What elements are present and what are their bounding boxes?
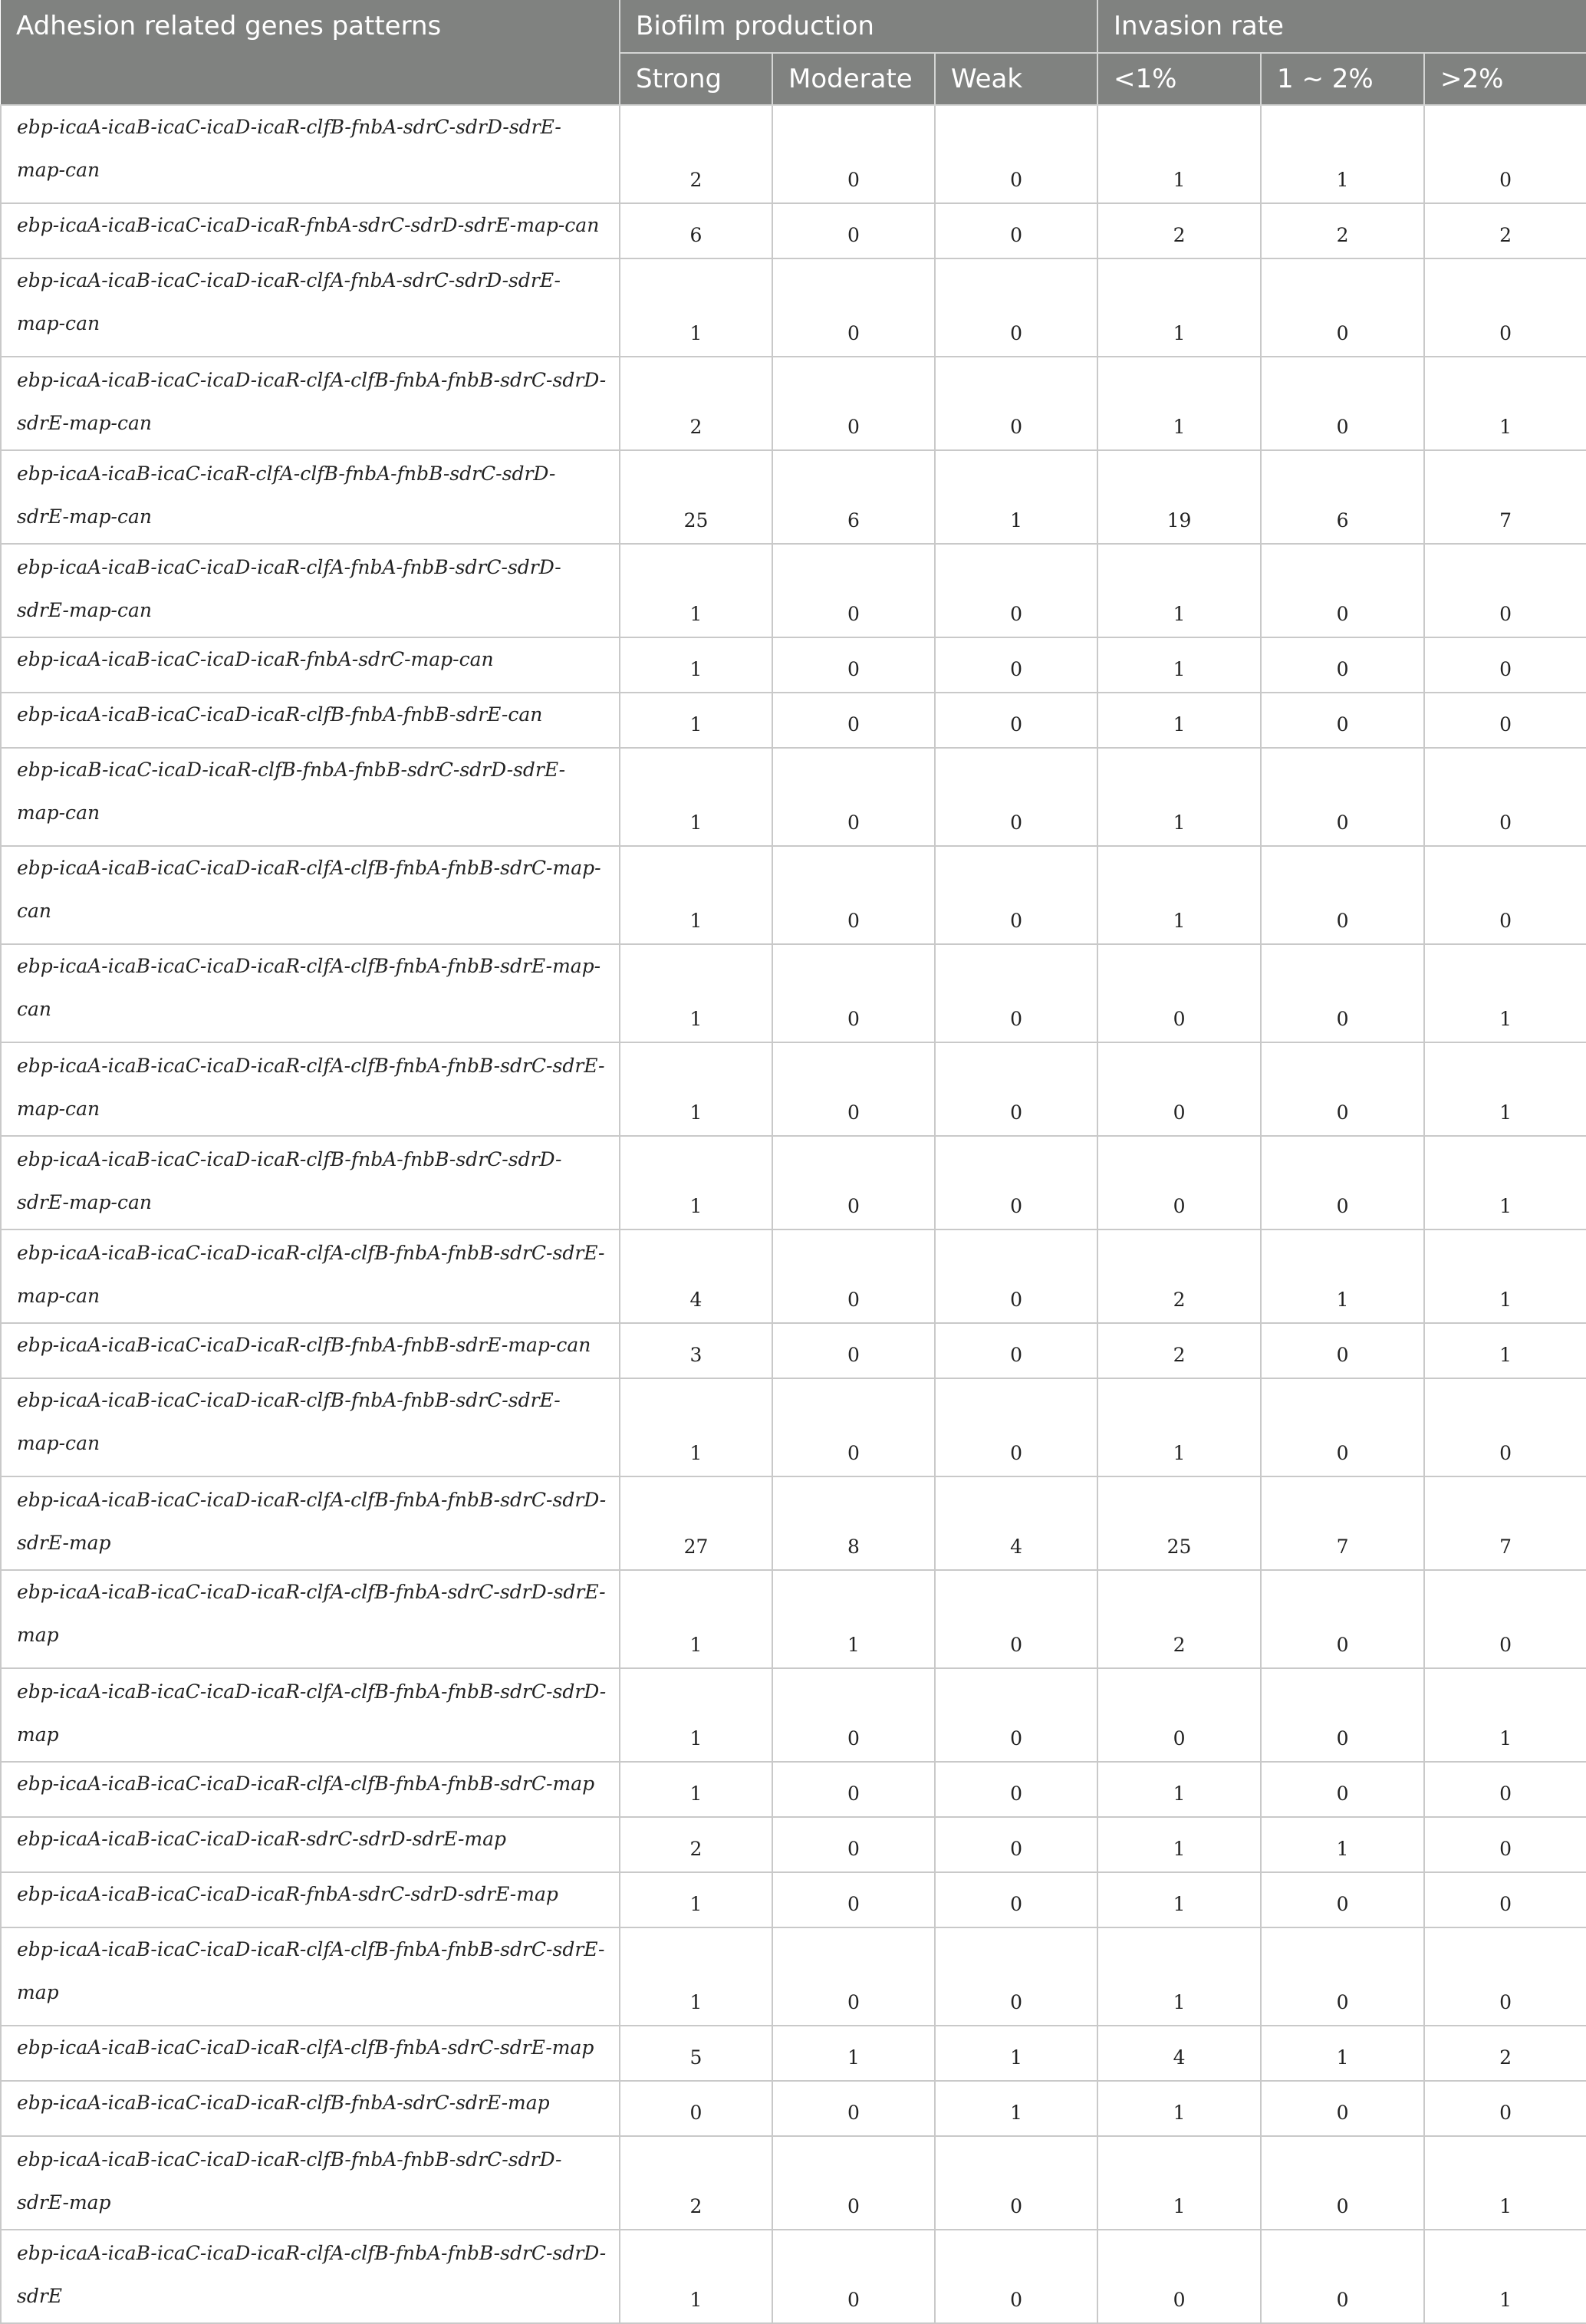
cell-strong: 1 (620, 1762, 772, 1817)
cell-strong: 2 (620, 1817, 772, 1872)
cell-invasion-gt2: 1 (1424, 1042, 1586, 1136)
cell-invasion-1to2: 0 (1261, 748, 1424, 846)
cell-moderate: 0 (772, 846, 935, 944)
cell-moderate: 0 (772, 1378, 935, 1476)
cell-moderate: 0 (772, 2230, 935, 2323)
cell-strong: 1 (620, 544, 772, 637)
cell-invasion-gt2: 2 (1424, 203, 1586, 258)
table-row (1, 944, 1586, 1042)
header-row-groups (1, 0, 1586, 53)
cell-invasion-gt2: 0 (1424, 846, 1586, 944)
cell-weak: 0 (935, 258, 1097, 357)
cell-strong: 1 (620, 748, 772, 846)
header-weak: Weak (935, 53, 1097, 105)
cell-invasion-gt2: 0 (1424, 748, 1586, 846)
cell-invasion-1to2: 7 (1261, 1476, 1424, 1570)
cell-invasion-1to2: 0 (1261, 693, 1424, 748)
header-invasion-rate: Invasion rate (1097, 0, 1586, 53)
cell-invasion-gt2: 0 (1424, 1927, 1586, 2026)
cell-invasion-1to2: 6 (1261, 450, 1424, 544)
cell-invasion-lt1: 1 (1097, 1762, 1261, 1817)
header-biofilm-production: Biofilm production (620, 0, 1097, 53)
table-row (1, 1817, 1586, 1872)
cell-invasion-gt2: 0 (1424, 1817, 1586, 1872)
cell-invasion-lt1: 0 (1097, 1136, 1261, 1229)
table-row (1, 1762, 1586, 1817)
cell-invasion-gt2: 0 (1424, 544, 1586, 637)
cell-invasion-1to2: 1 (1261, 2026, 1424, 2081)
cell-weak: 0 (935, 1817, 1097, 1872)
cell-invasion-lt1: 1 (1097, 748, 1261, 846)
cell-invasion-gt2: 1 (1424, 1229, 1586, 1323)
table-body (1, 105, 1586, 2323)
cell-invasion-1to2: 0 (1261, 1927, 1424, 2026)
table-row (1, 544, 1586, 637)
gene-pattern-cell: ebp-icaA-icaB-icaC-icaD-icaR-fnbA-sdrC-map-can (1, 637, 620, 693)
cell-invasion-gt2: 0 (1424, 693, 1586, 748)
gene-pattern-cell: ebp-icaB-icaC-icaD-icaR-clfB-fnbA-fnbB-sdrC-sdrD-sdrE-map-can (1, 748, 620, 846)
table-header (1, 0, 1586, 105)
cell-invasion-lt1: 19 (1097, 450, 1261, 544)
table-row (1, 1136, 1586, 1229)
table-row (1, 637, 1586, 693)
cell-weak: 0 (935, 357, 1097, 450)
table-row (1, 203, 1586, 258)
cell-weak: 0 (935, 1570, 1097, 1668)
cell-moderate: 0 (772, 258, 935, 357)
gene-pattern-cell: ebp-icaA-icaB-icaC-icaD-icaR-clfB-fnbA-fnbB-sdrC-sdrE-map-can (1, 1378, 620, 1476)
gene-pattern-cell: ebp-icaA-icaB-icaC-icaD-icaR-clfA-clfB-fnbA-sdrC-sdrD-sdrE-map (1, 1570, 620, 1668)
cell-invasion-1to2: 0 (1261, 1378, 1424, 1476)
cell-invasion-1to2: 0 (1261, 1872, 1424, 1927)
cell-weak: 1 (935, 2026, 1097, 2081)
cell-invasion-gt2: 2 (1424, 2026, 1586, 2081)
cell-strong: 1 (620, 258, 772, 357)
cell-weak: 0 (935, 1136, 1097, 1229)
cell-strong: 2 (620, 105, 772, 203)
cell-invasion-1to2: 1 (1261, 1817, 1424, 1872)
table-row (1, 1927, 1586, 2026)
cell-invasion-lt1: 1 (1097, 1378, 1261, 1476)
cell-invasion-lt1: 0 (1097, 2230, 1261, 2323)
cell-moderate: 0 (772, 1323, 935, 1378)
gene-pattern-cell: ebp-icaA-icaB-icaC-icaD-icaR-clfB-fnbA-fnbB-sdrE-can (1, 693, 620, 748)
gene-pattern-cell: ebp-icaA-icaB-icaC-icaD-icaR-clfB-fnbA-fnbB-sdrC-sdrD-sdrE-map (1, 2136, 620, 2230)
cell-invasion-1to2: 0 (1261, 1668, 1424, 1762)
cell-invasion-gt2: 0 (1424, 1872, 1586, 1927)
gene-pattern-cell: ebp-icaA-icaB-icaC-icaD-icaR-clfB-fnbA-sdrC-sdrD-sdrE-map-can (1, 105, 620, 203)
cell-invasion-lt1: 1 (1097, 2081, 1261, 2136)
gene-pattern-cell: ebp-icaA-icaB-icaC-icaD-icaR-clfA-clfB-fnbA-fnbB-sdrC-sdrD-sdrE-map-can (1, 357, 620, 450)
gene-pattern-cell: ebp-icaA-icaB-icaC-icaR-clfA-clfB-fnbA-fnbB-sdrC-sdrD-sdrE-map-can (1, 450, 620, 544)
cell-strong: 25 (620, 450, 772, 544)
cell-invasion-lt1: 0 (1097, 1042, 1261, 1136)
cell-moderate: 8 (772, 1476, 935, 1570)
cell-weak: 0 (935, 1927, 1097, 2026)
cell-strong: 1 (620, 846, 772, 944)
gene-pattern-cell: ebp-icaA-icaB-icaC-icaD-icaR-clfA-clfB-fnbA-fnbB-sdrE-map-can (1, 944, 620, 1042)
cell-invasion-1to2: 0 (1261, 1042, 1424, 1136)
cell-invasion-gt2: 1 (1424, 2230, 1586, 2323)
cell-invasion-lt1: 1 (1097, 693, 1261, 748)
cell-weak: 0 (935, 2230, 1097, 2323)
cell-invasion-1to2: 0 (1261, 2230, 1424, 2323)
cell-invasion-1to2: 0 (1261, 2081, 1424, 2136)
cell-invasion-1to2: 0 (1261, 944, 1424, 1042)
table-row (1, 1229, 1586, 1323)
cell-invasion-1to2: 0 (1261, 637, 1424, 693)
cell-invasion-gt2: 0 (1424, 1378, 1586, 1476)
cell-strong: 1 (620, 1872, 772, 1927)
gene-pattern-cell: ebp-icaA-icaB-icaC-icaD-icaR-clfA-fnbA-fnbB-sdrC-sdrD-sdrE-map-can (1, 544, 620, 637)
cell-invasion-lt1: 0 (1097, 944, 1261, 1042)
header-invasion-1to2: 1 ~ 2% (1261, 53, 1424, 105)
cell-invasion-1to2: 1 (1261, 105, 1424, 203)
cell-invasion-gt2: 1 (1424, 357, 1586, 450)
cell-invasion-1to2: 0 (1261, 1136, 1424, 1229)
cell-strong: 1 (620, 944, 772, 1042)
cell-invasion-lt1: 1 (1097, 846, 1261, 944)
gene-pattern-cell: ebp-icaA-icaB-icaC-icaD-icaR-clfA-clfB-fnbA-fnbB-sdrC-map-can (1, 846, 620, 944)
cell-strong: 2 (620, 2136, 772, 2230)
cell-strong: 4 (620, 1229, 772, 1323)
gene-pattern-cell: ebp-icaA-icaB-icaC-icaD-icaR-clfA-fnbA-sdrC-sdrD-sdrE-map-can (1, 258, 620, 357)
gene-pattern-cell: ebp-icaA-icaB-icaC-icaD-icaR-clfB-fnbA-fnbB-sdrE-map-can (1, 1323, 620, 1378)
cell-moderate: 0 (772, 1817, 935, 1872)
cell-weak: 0 (935, 203, 1097, 258)
table-row (1, 105, 1586, 203)
cell-invasion-1to2: 0 (1261, 258, 1424, 357)
gene-pattern-cell: ebp-icaA-icaB-icaC-icaD-icaR-clfA-clfB-fnbA-fnbB-sdrC-sdrD-sdrE-map (1, 1476, 620, 1570)
cell-weak: 0 (935, 544, 1097, 637)
cell-invasion-lt1: 1 (1097, 544, 1261, 637)
header-invasion-gt2: >2% (1424, 53, 1586, 105)
cell-moderate: 0 (772, 1229, 935, 1323)
table-row (1, 1323, 1586, 1378)
cell-invasion-lt1: 1 (1097, 1817, 1261, 1872)
cell-moderate: 0 (772, 2081, 935, 2136)
cell-invasion-1to2: 1 (1261, 1229, 1424, 1323)
cell-invasion-gt2: 0 (1424, 637, 1586, 693)
cell-strong: 1 (620, 637, 772, 693)
cell-moderate: 0 (772, 203, 935, 258)
table-row (1, 748, 1586, 846)
cell-invasion-lt1: 1 (1097, 1872, 1261, 1927)
cell-strong: 5 (620, 2026, 772, 2081)
table-row (1, 846, 1586, 944)
cell-weak: 0 (935, 1762, 1097, 1817)
cell-weak: 0 (935, 846, 1097, 944)
cell-moderate: 0 (772, 1872, 935, 1927)
cell-weak: 1 (935, 2081, 1097, 2136)
cell-strong: 1 (620, 2230, 772, 2323)
cell-moderate: 0 (772, 544, 935, 637)
table-row (1, 258, 1586, 357)
cell-invasion-1to2: 0 (1261, 1570, 1424, 1668)
cell-invasion-lt1: 1 (1097, 637, 1261, 693)
cell-strong: 3 (620, 1323, 772, 1378)
cell-invasion-1to2: 2 (1261, 203, 1424, 258)
cell-invasion-gt2: 1 (1424, 1136, 1586, 1229)
gene-pattern-cell: ebp-icaA-icaB-icaC-icaD-icaR-clfB-fnbA-sdrC-sdrE-map (1, 2081, 620, 2136)
table-row (1, 2081, 1586, 2136)
table-row (1, 1378, 1586, 1476)
cell-strong: 1 (620, 1378, 772, 1476)
cell-invasion-gt2: 0 (1424, 1570, 1586, 1668)
gene-pattern-cell: ebp-icaA-icaB-icaC-icaD-icaR-clfA-clfB-fnbA-fnbB-sdrC-sdrD-sdrE (1, 2230, 620, 2323)
cell-invasion-lt1: 2 (1097, 1229, 1261, 1323)
cell-moderate: 0 (772, 1762, 935, 1817)
cell-strong: 1 (620, 1668, 772, 1762)
cell-strong: 1 (620, 1042, 772, 1136)
cell-invasion-lt1: 0 (1097, 1668, 1261, 1762)
gene-pattern-cell: ebp-icaA-icaB-icaC-icaD-icaR-clfB-fnbA-fnbB-sdrC-sdrD-sdrE-map-can (1, 1136, 620, 1229)
header-strong: Strong (620, 53, 772, 105)
cell-weak: 0 (935, 637, 1097, 693)
cell-invasion-1to2: 0 (1261, 2136, 1424, 2230)
cell-moderate: 0 (772, 748, 935, 846)
table-row (1, 693, 1586, 748)
table-row (1, 1668, 1586, 1762)
table-row (1, 2230, 1586, 2323)
cell-strong: 2 (620, 357, 772, 450)
cell-invasion-lt1: 1 (1097, 105, 1261, 203)
cell-invasion-1to2: 0 (1261, 357, 1424, 450)
gene-pattern-cell: ebp-icaA-icaB-icaC-icaD-icaR-clfA-clfB-fnbA-fnbB-sdrC-sdrE-map (1, 1927, 620, 2026)
cell-invasion-gt2: 7 (1424, 450, 1586, 544)
cell-moderate: 0 (772, 1668, 935, 1762)
cell-invasion-lt1: 1 (1097, 2136, 1261, 2230)
cell-invasion-1to2: 0 (1261, 1323, 1424, 1378)
table-row (1, 1570, 1586, 1668)
cell-weak: 0 (935, 2136, 1097, 2230)
gene-pattern-cell: ebp-icaA-icaB-icaC-icaD-icaR-fnbA-sdrC-sdrD-sdrE-map-can (1, 203, 620, 258)
cell-moderate: 0 (772, 1042, 935, 1136)
gene-pattern-cell: ebp-icaA-icaB-icaC-icaD-icaR-fnbA-sdrC-sdrD-sdrE-map (1, 1872, 620, 1927)
cell-weak: 0 (935, 1323, 1097, 1378)
table-row (1, 1872, 1586, 1927)
header-pattern: Adhesion related genes patterns (1, 0, 620, 105)
cell-moderate: 0 (772, 693, 935, 748)
cell-moderate: 0 (772, 2136, 935, 2230)
cell-invasion-lt1: 1 (1097, 258, 1261, 357)
cell-moderate: 0 (772, 105, 935, 203)
cell-moderate: 0 (772, 1136, 935, 1229)
gene-pattern-cell: ebp-icaA-icaB-icaC-icaD-icaR-clfA-clfB-fnbA-fnbB-sdrC-sdrE-map-can (1, 1229, 620, 1323)
cell-weak: 0 (935, 1378, 1097, 1476)
cell-moderate: 0 (772, 1927, 935, 2026)
gene-pattern-cell: ebp-icaA-icaB-icaC-icaD-icaR-clfA-clfB-fnbA-sdrC-sdrE-map (1, 2026, 620, 2081)
cell-invasion-gt2: 0 (1424, 2081, 1586, 2136)
cell-weak: 0 (935, 1042, 1097, 1136)
table-row (1, 1042, 1586, 1136)
cell-invasion-1to2: 0 (1261, 846, 1424, 944)
cell-invasion-lt1: 2 (1097, 203, 1261, 258)
table-row (1, 1476, 1586, 1570)
cell-invasion-gt2: 1 (1424, 1668, 1586, 1762)
cell-invasion-gt2: 0 (1424, 258, 1586, 357)
cell-invasion-gt2: 1 (1424, 944, 1586, 1042)
gene-pattern-cell: ebp-icaA-icaB-icaC-icaD-icaR-sdrC-sdrD-sdrE-map (1, 1817, 620, 1872)
cell-moderate: 6 (772, 450, 935, 544)
cell-weak: 0 (935, 748, 1097, 846)
cell-invasion-gt2: 0 (1424, 1762, 1586, 1817)
header-moderate: Moderate (772, 53, 935, 105)
cell-strong: 6 (620, 203, 772, 258)
gene-pattern-cell: ebp-icaA-icaB-icaC-icaD-icaR-clfA-clfB-fnbA-fnbB-sdrC-sdrD-map (1, 1668, 620, 1762)
table-row (1, 357, 1586, 450)
cell-invasion-1to2: 0 (1261, 544, 1424, 637)
cell-moderate: 1 (772, 2026, 935, 2081)
cell-weak: 0 (935, 1229, 1097, 1323)
cell-weak: 0 (935, 1668, 1097, 1762)
cell-invasion-lt1: 1 (1097, 357, 1261, 450)
header-invasion-lt1: <1% (1097, 53, 1261, 105)
cell-moderate: 1 (772, 1570, 935, 1668)
cell-moderate: 0 (772, 357, 935, 450)
table-row (1, 2136, 1586, 2230)
gene-pattern-cell: ebp-icaA-icaB-icaC-icaD-icaR-clfA-clfB-fnbA-fnbB-sdrC-map (1, 1762, 620, 1817)
table-row (1, 2026, 1586, 2081)
gene-pattern-cell: ebp-icaA-icaB-icaC-icaD-icaR-clfA-clfB-fnbA-fnbB-sdrC-sdrE-map-can (1, 1042, 620, 1136)
cell-invasion-gt2: 1 (1424, 2136, 1586, 2230)
cell-invasion-lt1: 2 (1097, 1570, 1261, 1668)
cell-strong: 1 (620, 1570, 772, 1668)
cell-invasion-lt1: 2 (1097, 1323, 1261, 1378)
cell-weak: 0 (935, 944, 1097, 1042)
cell-strong: 1 (620, 1927, 772, 2026)
cell-weak: 4 (935, 1476, 1097, 1570)
cell-weak: 0 (935, 1872, 1097, 1927)
cell-invasion-lt1: 25 (1097, 1476, 1261, 1570)
cell-moderate: 0 (772, 637, 935, 693)
cell-invasion-lt1: 4 (1097, 2026, 1261, 2081)
cell-invasion-gt2: 1 (1424, 1323, 1586, 1378)
cell-weak: 0 (935, 105, 1097, 203)
table-row (1, 450, 1586, 544)
cell-invasion-1to2: 0 (1261, 1762, 1424, 1817)
cell-strong: 1 (620, 1136, 772, 1229)
cell-weak: 1 (935, 450, 1097, 544)
cell-invasion-lt1: 1 (1097, 1927, 1261, 2026)
cell-moderate: 0 (772, 944, 935, 1042)
cell-invasion-gt2: 7 (1424, 1476, 1586, 1570)
cell-strong: 27 (620, 1476, 772, 1570)
cell-strong: 0 (620, 2081, 772, 2136)
cell-invasion-gt2: 0 (1424, 105, 1586, 203)
cell-strong: 1 (620, 693, 772, 748)
cell-weak: 0 (935, 693, 1097, 748)
